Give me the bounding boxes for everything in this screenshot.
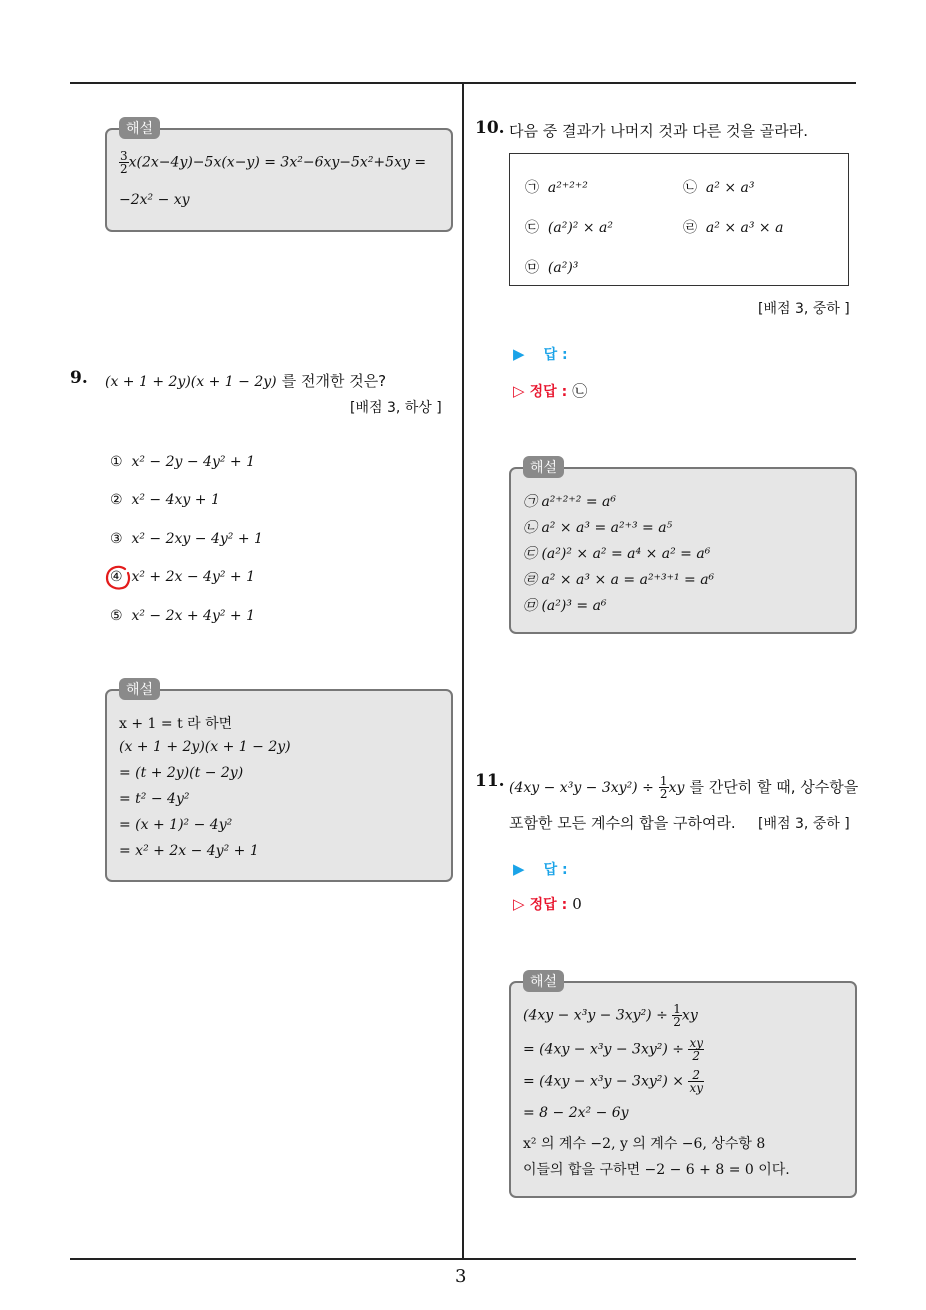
q10-option-1[interactable]: ㉠ a²⁺²⁺²: [525, 180, 588, 196]
correct-value: 0: [572, 895, 582, 913]
q11-number: 11.: [475, 771, 505, 791]
answer-label: 답 :: [543, 347, 568, 363]
q9-score: [배점 3, 하상 ]: [350, 400, 442, 416]
q10-answer-row[interactable]: [513, 344, 568, 364]
q8-solution-line2: −2x² − xy: [119, 192, 190, 208]
q11-score: [배점 3, 중하 ]: [758, 816, 850, 832]
q9-solution-line3: = (t + 2y)(t − 2y): [119, 765, 244, 781]
q10-solution-line3: ㉢ (a²)² × a² = a⁴ × a² = a⁶: [523, 546, 711, 562]
q11-question-line2: 포함한 모든 계수의 합을 구하여라.: [509, 814, 736, 832]
choice-mark: ①: [110, 454, 123, 470]
q9-solution-tag: 해설: [119, 678, 160, 700]
answer-circle-icon: [103, 563, 133, 593]
choice-mark: ⑤: [110, 608, 123, 624]
q9-solution-line1: x + 1 = t 라 하면: [119, 716, 233, 732]
q9-choice-2[interactable]: ② x² − 4xy + 1: [110, 492, 220, 508]
q10-solution-line4: ㉣ a² × a³ × a = a²⁺³⁺¹ = a⁶: [523, 572, 715, 588]
option-mark: ㉠: [525, 180, 539, 196]
q11-solution-box: [509, 981, 857, 1198]
q8-solution-line1: $\frac{3}{2}$ x(2x−4y)−5x(x−y) = 3x²−6xy−5x²+5xy =: [120, 149, 427, 176]
q10-solution-line5: ㉤ (a²)³ = a⁶: [523, 598, 607, 614]
choice-mark: ④: [110, 569, 123, 585]
option-mark: ㉤: [525, 260, 539, 276]
q10-number: 10.: [475, 118, 505, 138]
q9-solution-line4: = t² − 4y²: [119, 791, 190, 807]
play-icon: ▶: [513, 860, 525, 878]
q8-solution-box: [105, 128, 453, 232]
q11-solution-line6: 이들의 합을 구하면 −2 − 6 + 8 = 0 이다.: [523, 1162, 790, 1178]
q9-solution-box: [105, 689, 453, 882]
q9-choice-4[interactable]: ④ x² + 2x − 4y² + 1: [110, 569, 256, 585]
q9-solution-line5: = (x + 1)² − 4y²: [119, 817, 233, 833]
q10-option-4[interactable]: ㉣ a² × a³ × a: [683, 220, 784, 236]
q11-question-line1: (4xy − x³y − 3xy²) ÷ $\frac{1}{2}$ xy 를 간단히 할 때, 상수항을: [509, 774, 859, 801]
bottom-rule: [70, 1258, 856, 1260]
q10-solution-tag: 해설: [523, 456, 564, 478]
page-number: 3: [455, 1266, 467, 1287]
column-divider: [462, 83, 464, 1259]
correct-value: ㉡: [572, 382, 588, 400]
play-icon: ▶: [513, 345, 525, 363]
q8-solution-fraction: $\frac{3}{2}$: [120, 149, 128, 176]
q11-solution-line1: (4xy − x³y − 3xy²) ÷ $\frac{1}{2}$ xy: [523, 1002, 698, 1029]
q11-solution-tag: 해설: [523, 970, 564, 992]
q11-fraction: $\frac{1}{2}$: [659, 774, 668, 801]
triangle-outline-icon: ▷: [513, 895, 525, 913]
q9-solution-line2: (x + 1 + 2y)(x + 1 − 2y): [119, 739, 291, 755]
q10-correct-row: [513, 380, 587, 401]
q10-solution-box: [509, 467, 857, 634]
q9-choice-3[interactable]: ③ x² − 2xy − 4y² + 1: [110, 531, 263, 547]
option-mark: ㉢: [525, 220, 539, 236]
q10-solution-line2: ㉡ a² × a³ = a²⁺³ = a⁵: [523, 520, 673, 536]
q11-answer-row[interactable]: [513, 859, 568, 879]
q9-solution-line6: = x² + 2x − 4y² + 1: [119, 843, 259, 859]
q10-question: 다음 중 결과가 나머지 것과 다른 것을 골라라.: [509, 122, 808, 140]
q9-choice-1[interactable]: ① x² − 2y − 4y² + 1: [110, 454, 256, 470]
correct-label: 정답 :: [529, 897, 568, 913]
choice-mark: ③: [110, 531, 123, 547]
q11-solution-line3: = (4xy − x³y − 3xy²) × $\frac{2}{xy}$: [523, 1068, 703, 1095]
q11-correct-row: [513, 894, 582, 914]
option-mark: ㉣: [683, 220, 697, 236]
q10-option-3[interactable]: ㉢ (a²)² × a²: [525, 220, 613, 236]
q10-option-5[interactable]: ㉤ (a²)³: [525, 260, 579, 276]
q9-choice-5[interactable]: ⑤ x² − 2x + 4y² + 1: [110, 608, 256, 624]
option-mark: ㉡: [683, 180, 697, 196]
q9-number: 9.: [70, 368, 88, 388]
q8-solution-tag: 해설: [119, 117, 160, 139]
q10-score: [배점 3, 중하 ]: [758, 301, 850, 317]
answer-label: 답 :: [543, 862, 568, 878]
q11-solution-line4: = 8 − 2x² − 6y: [523, 1105, 629, 1121]
q11-solution-line5: x² 의 계수 −2, y 의 계수 −6, 상수항 8: [523, 1136, 766, 1152]
q11-solution-line2: = (4xy − x³y − 3xy²) ÷ $\frac{xy}{2}$: [523, 1036, 703, 1063]
q9-question: (x + 1 + 2y)(x + 1 − 2y) 를 전개한 것은?: [105, 372, 387, 390]
q10-option-2[interactable]: ㉡ a² × a³: [683, 180, 755, 196]
q10-solution-line1: ㉠ a²⁺²⁺² = a⁶: [523, 494, 617, 510]
choice-mark: ②: [110, 492, 123, 508]
correct-label: 정답 :: [529, 384, 568, 400]
triangle-outline-icon: ▷: [513, 382, 525, 400]
